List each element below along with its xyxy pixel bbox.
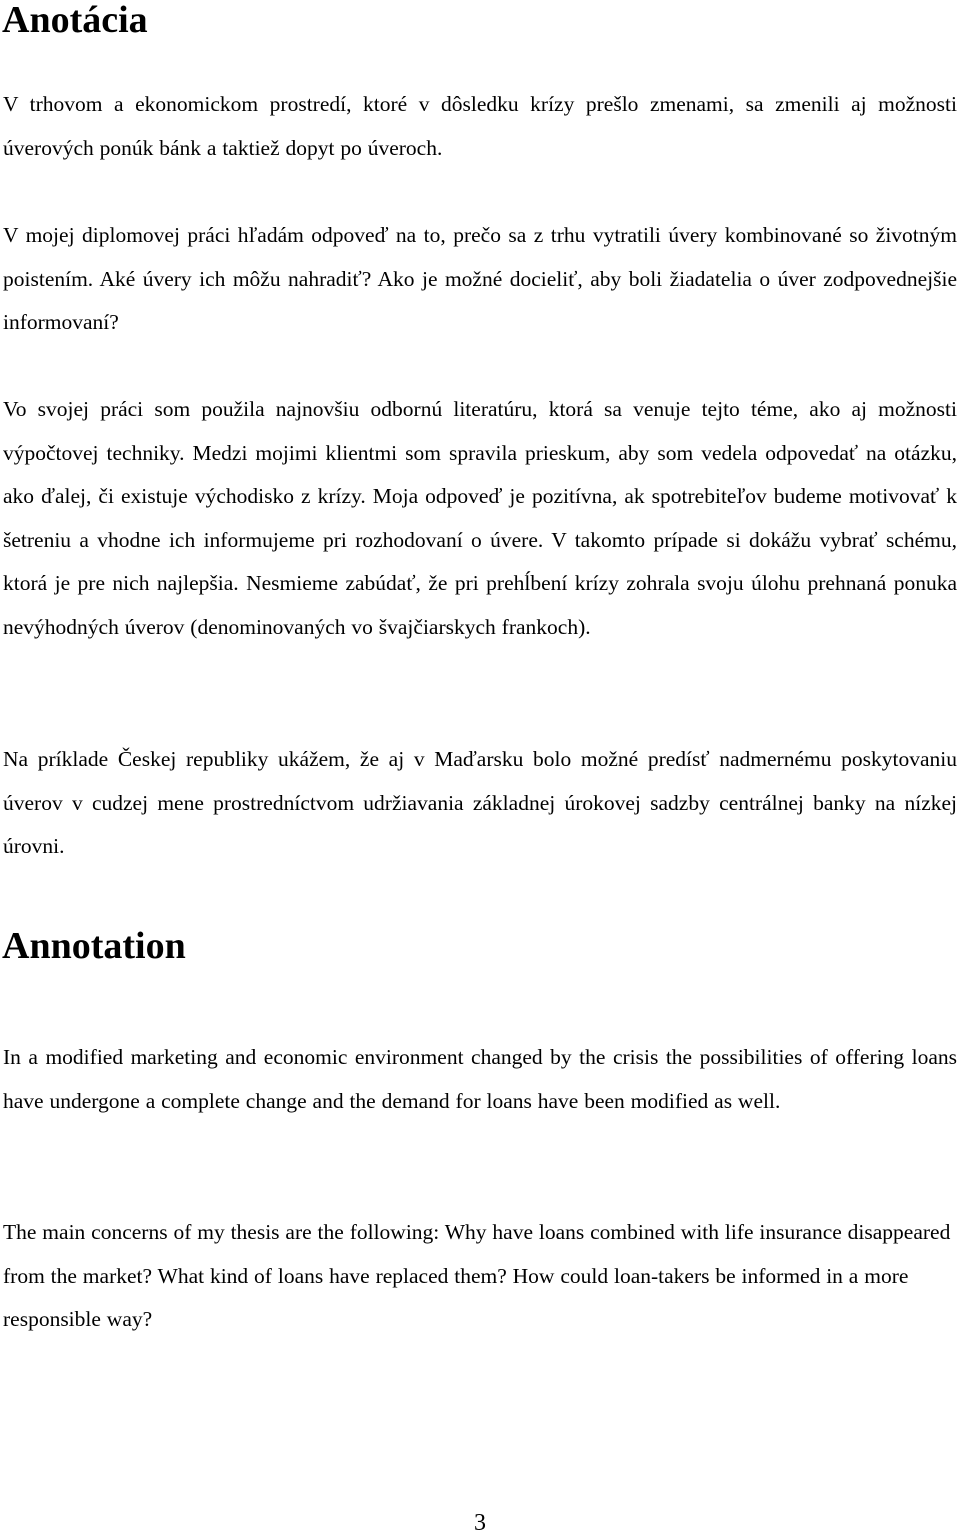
slovak-paragraph-1: V trhovom a ekonomickom prostredí, ktoré v dôsledku krízy prešlo zmenami, sa zmenili aj možnosti úverových ponúk bánk a taktiež dopyt po úveroch. <box>3 92 957 160</box>
english-paragraph-1: In a modified marketing and economic environment changed by the crisis the possibilities of offering loans have undergone a complete change and the demand for loans have been modified as well. <box>3 1045 957 1113</box>
heading-annotation: Annotation <box>2 925 186 967</box>
slovak-paragraph-3: Vo svojej práci som použila najnovšiu odbornú literatúru, ktorá sa venuje tejto téme, ako aj možnosti výpočtovej techniky. Medzi mojimi klientmi som spravila prieskum, aby som vedela odpovedať na otázku, ako ďalej, či existuje východisko z krízy. Moja odpoveď je pozitívna, ak spotrebiteľov budeme motivovať k šetreniu a vhodne ich informujeme pri rozhodovaní o úvere. V takomto prípade si dokážu vybrať schému, ktorá je pre nich najlepšia. Nesmieme zabúdať, že pri prehĺbení krízy zohrala svoju úlohu prehnaná ponuka nevýhodných úverov (denominovaných vo švajčiarskych frankoch). <box>3 397 957 639</box>
slovak-paragraph-4: Na príklade Českej republiky ukážem, že aj v Maďarsku bolo možné predísť nadmernému poskytovaniu úverov v cudzej mene prostredníctvom udržiavania základnej úrokovej sadzby centrálnej banky na nízkej úrovni. <box>3 747 957 859</box>
english-paragraph-2: The main concerns of my thesis are the following: Why have loans combined with life insurance disappeared from the market? What kind of loans have replaced them? How could loan-takers be informed in a more responsible way? <box>3 1220 951 1332</box>
heading-anotacia: Anotácia <box>2 0 148 41</box>
slovak-paragraph-2: V mojej diplomovej práci hľadám odpoveď na to, prečo sa z trhu vytratili úvery kombinované so životným poistením. Aké úvery ich môžu nahradiť? Ako je možné docieliť, aby boli žiadatelia o úver zodpovednejšie informovaní? <box>3 223 957 335</box>
page-number: 3 <box>474 1510 486 1536</box>
